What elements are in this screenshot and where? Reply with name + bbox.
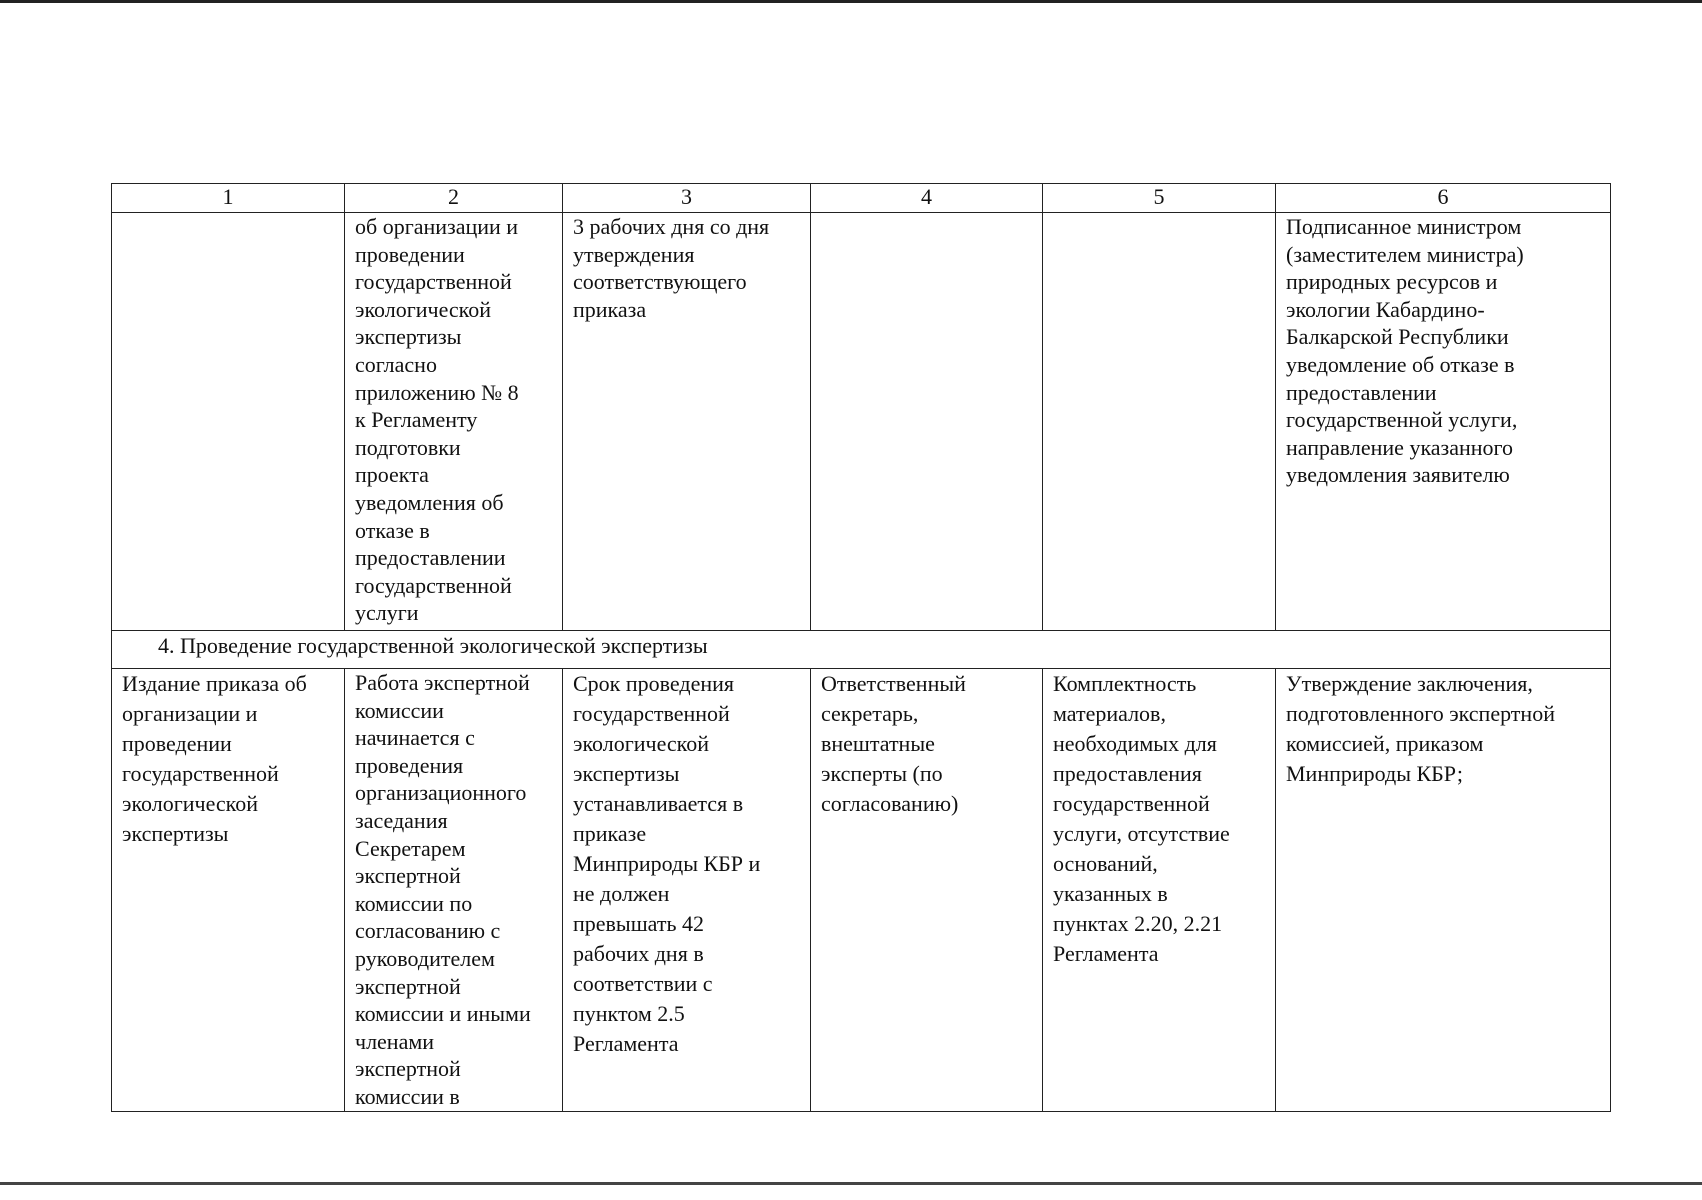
table-row [112, 669, 1611, 1112]
table-header-row [112, 184, 1611, 213]
cell-r1-c6 [1276, 213, 1611, 631]
cell-r1-c1 [112, 213, 345, 631]
cell-r1-c4 [811, 213, 1043, 631]
scan-edge-top [0, 0, 1702, 3]
cell-r1-c3 [563, 213, 811, 631]
section-title: 4. Проведение государственной экологической экспертизы [112, 631, 1611, 669]
cell-r2-c1 [112, 669, 345, 1112]
procedure-table [111, 183, 1611, 1112]
cell-r1-c2 [345, 213, 563, 631]
cell-text: Ответственный секретарь, внештатные эксперты (по согласованию) [821, 671, 966, 816]
header-cell-6: 6 [1276, 184, 1611, 213]
section-heading-row [112, 631, 1611, 669]
table-row [112, 213, 1611, 631]
header-cell-1: 1 [112, 184, 345, 213]
cell-r1-c5 [1043, 213, 1276, 631]
header-cell-5: 5 [1043, 184, 1276, 213]
header-cell-4: 4 [811, 184, 1043, 213]
cell-text: Комплектность материалов, необходимых для предоставления государственной услуги, отсутствие оснований, указанных в пунктах 2.20, 2.21 Регламента [1053, 671, 1230, 966]
cell-text: 3 рабочих дня со дня утверждения соответствующего приказа [573, 214, 770, 322]
cell-r2-c5 [1043, 669, 1276, 1112]
cell-text: Работа экспертной комиссии начинается с проведения организационного заседания Секретарем экспертной комиссии по согласованию с руководителем экспертной комиссии и иными членами экспертной комиссии в [355, 670, 531, 1109]
header-cell-3: 3 [563, 184, 811, 213]
cell-r2-c4 [811, 669, 1043, 1112]
scan-edge-bottom [0, 1182, 1702, 1185]
cell-r2-c2 [345, 669, 563, 1112]
cell-text: Издание приказа об организации и проведении государственной экологической экспертизы [122, 671, 307, 846]
header-cell-2: 2 [345, 184, 563, 213]
cell-text: Срок проведения государственной экологической экспертизы устанавливается в приказе Минприроды КБР и не должен превышать 42 рабочих дня в соответствии с пунктом 2.5 Регламента [573, 671, 761, 1056]
cell-text: Подписанное министром (заместителем министра) природных ресурсов и экологии Кабардино- Балкарской Республики уведомление об отказе в предоставлении государственной услуги, направление указанного уведомления заявителю [1286, 214, 1524, 488]
cell-text: Утверждение заключения, подготовленного экспертной комиссией, приказом Минприроды КБР; [1286, 671, 1555, 786]
cell-r2-c3 [563, 669, 811, 1112]
cell-text: об организации и проведении государственной экологической экспертизы согласно приложению № 8 к Регламенту подготовки проекта уведомления об отказе в предоставлении государственной услуги [355, 214, 519, 626]
cell-r2-c6 [1276, 669, 1611, 1112]
